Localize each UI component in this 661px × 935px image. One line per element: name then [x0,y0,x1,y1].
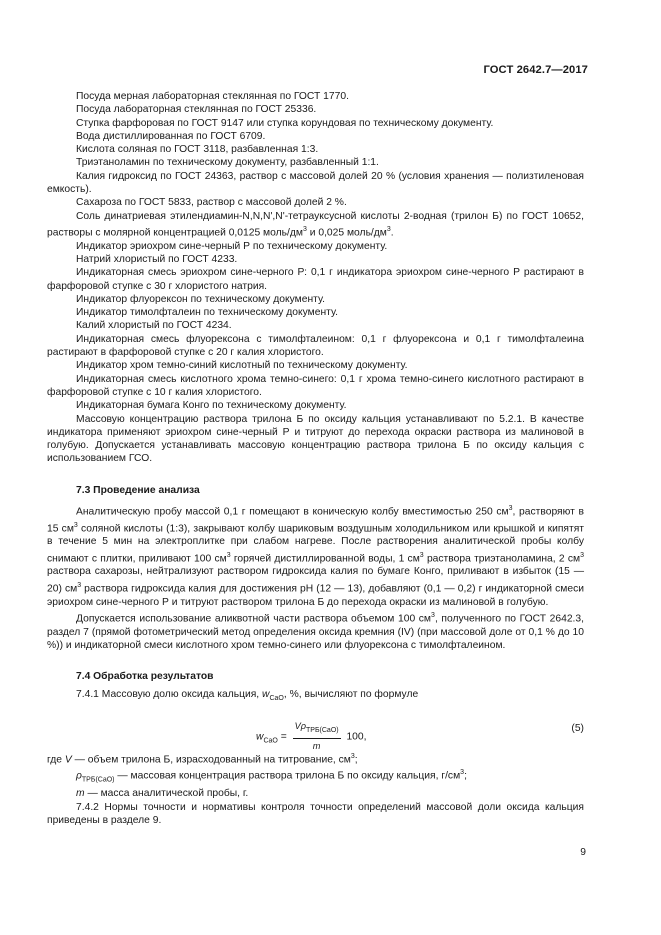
calc-intro [47,688,584,705]
rho-subscript: ТРБ(CaO) [81,776,115,784]
formula-number: (5) [571,722,584,734]
document-header: ГОСТ 2642.7—2017 [483,64,588,76]
trilon-sup-2: 3 [386,225,391,233]
superscript: 3 [77,581,82,589]
text-run: соляной кислоты (1:3), закрывают колбу шариковым воздушным холодильником или крышкой и кипятят в течение 5 мин на электроплитке при слабом нагреве. После растворения аналитической пробы колбу снимают с плитки, приливают 100 см [47,523,585,565]
reagent-item: Посуда мерная лабораторная стеклянная по ГОСТ 1770. [76,91,349,102]
where-m [47,787,584,800]
reagent-item: Триэтаноламин по техническому документу, разбавленный 1:1. [76,157,379,169]
text-run: 7.4.1 Массовую долю оксида кальция, [76,689,263,701]
reagent-item: Кислота соляная по ГОСТ 3118, разбавленная 1:3. [76,144,319,156]
formula-equals: = [277,731,290,743]
trilon-text-b: и 0,025 моль/дм [306,227,387,239]
text-run: Допускается использование аликвотной части раствора объемом 100 см [76,613,432,625]
reagent-item: Индикаторная смесь кислотного хрома темно-синего: 0,1 г хрома темно-синего кислотного растирают в фарфоровой ступке с 10 г калия хлористого. [47,373,584,398]
reagent-item: Ступка фарфоровая по ГОСТ 9147 или ступка корундовая по техническому документу. [76,117,494,129]
text-run: , растворяют в 15 см [47,506,584,535]
reagent-item: Индикатор флуорексон по техническому документу. [76,293,325,305]
w-subscript: CaO [269,695,284,703]
formula-lhs-sub: CaO [263,737,278,745]
aliquot-paragraph [47,609,584,652]
superscript: 3 [350,752,355,760]
text-run: Аналитическую пробу массой 0,1 г помещают в коническую колбу вместимостью 250 см [76,506,509,518]
reagent-item: Индикатор хром темно-синий кислотный по техническому документу. [76,360,408,372]
reagent-item: Калия гидроксид по ГОСТ 24363, раствор с массовой долей 20 % (условия хранения — полизтиленовая емкость). [47,170,584,196]
reagent-item: Натрий хлористый по ГОСТ 4233. [76,253,238,265]
text-run: раствора сахарозы, нейтрализуют раствором гидроксида калия по бумаге Конго, приливают в избыток (15 — 20) см [47,566,584,595]
superscript: 3 [580,551,585,559]
reagent-item: Индикаторная бумага Конго по техническому документу. [76,400,347,412]
superscript: 3 [460,769,465,777]
reagent-item: Посуда лабораторная стеклянная по ГОСТ 25336. [76,104,317,116]
text-run: ; [464,770,467,782]
superscript: 3 [431,611,435,619]
analysis-paragraph [47,502,584,609]
formula-5 [47,712,584,751]
reagent-item: Индикаторная смесь эриохром сине-черного Р: 0,1 г индикатора эриохром сине-черного Р растирают в фарфоровой ступке с 30 г хлористого натрия. [47,267,584,292]
text-run: раствора гидроксида калия для достижения рН (12 — 13), добавляют (0,1 — 0,2) г индикаторной смеси эриохром сине-черного Р и титруют раствором трилона Б до перехода окраски из малиновой в голубую. [47,583,584,608]
text-run: — масса аналитической пробы, г. [84,788,249,800]
text-run: , %, вычисляют по формуле [283,689,419,701]
reagent-item: Индикаторная смесь флуорексона с тимолфталеином: 0,1 г флуорексона и 0,1 г тимолфталеина растирают в фарфоровой ступке с 20 г калия хлористого. [47,333,584,359]
reagent-item: Калий хлористый по ГОСТ 4234. [76,320,232,332]
num-rho: ρ [300,720,306,731]
reagent-item: Индикатор эриохром сине-черный Р по техническому документу. [76,240,388,252]
v-symbol: V [64,754,72,766]
formula-denominator [293,739,341,753]
formula-tail: 100, [343,731,367,743]
text-run: где [47,754,65,766]
superscript: 3 [73,521,78,529]
section-heading-7-3: 7.3 Проведение анализа [76,484,200,496]
superscript: 3 [226,551,231,559]
formula-numerator [293,720,341,739]
text-run: раствора триэтаноламина, 2 см [423,553,581,565]
w-symbol: w [262,689,270,701]
reagent-item: Индикатор тимолфталеин по техническому документу. [76,307,338,319]
section-heading-7-4: 7.4 Обработка результатов [76,671,214,683]
reagent-item-trilon [47,210,584,240]
reagent-item: Сахароза по ГОСТ 5833, раствор с массовой долей 2 %. [76,197,347,209]
formula-expression [256,720,367,753]
where-rho [47,766,584,787]
formula-fraction [293,720,341,753]
page-body [47,90,584,827]
m-symbol: m [76,788,85,800]
text-run: горячей дистиллированной воды, 1 см [230,553,420,565]
trilon-sup-1: 3 [302,225,307,233]
den-m: m [312,740,321,751]
trilon-text-c: . [390,227,394,239]
num-v: V [294,720,301,731]
reagent-item: Вода дистиллированная по ГОСТ 6709. [76,130,266,142]
num-sub: ТРБ(CaO) [306,726,339,734]
superscript: 3 [508,505,513,513]
paragraph-7-4-2: 7.4.2 Нормы точности и нормативы контроля точности определений массовой доли оксида кальция приведены в разделе 9. [47,801,584,826]
superscript: 3 [419,551,424,559]
text-run: — объем трилона Б, израсходованный на титрование, см [71,754,351,766]
formula-lhs: w [256,731,264,743]
text-run: , полученного по ГОСТ 2642.3, раздел 7 (прямой фотометрический метод определения оксида кремния (IV) (при массовой доле от 0,1 % до 10 %)) и индикаторной смеси кислотного хром темно-синего или флуорексона с тимолфталеином. [47,613,584,651]
reagent-item: Массовую концентрацию раствора трилона Б по оксиду кальция устанавливают по 5.2.1. В качестве индикатора применяют эриохром сине-черный Р и титруют до перехода окраски раствора из малиновой в голубую. Допускается устанавливать массовую концентрацию раствора трилона Б по оксиду кальция с использованием ГСО. [47,413,584,465]
text-run: ; [354,754,358,766]
text-run: — массовая концентрация раствора трилона Б по оксиду кальция, г/см [114,770,461,782]
page-number: 9 [580,847,586,858]
rho-symbol: ρ [76,770,82,782]
trilon-text-a: Соль динатриевая этилендиамин-N,N,N',N'-тетрауксусной кислоты 2-водная (трилон Б) по ГОСТ 10652, растворы с молярной концентрацией 0,0125 моль/дм [47,210,584,239]
